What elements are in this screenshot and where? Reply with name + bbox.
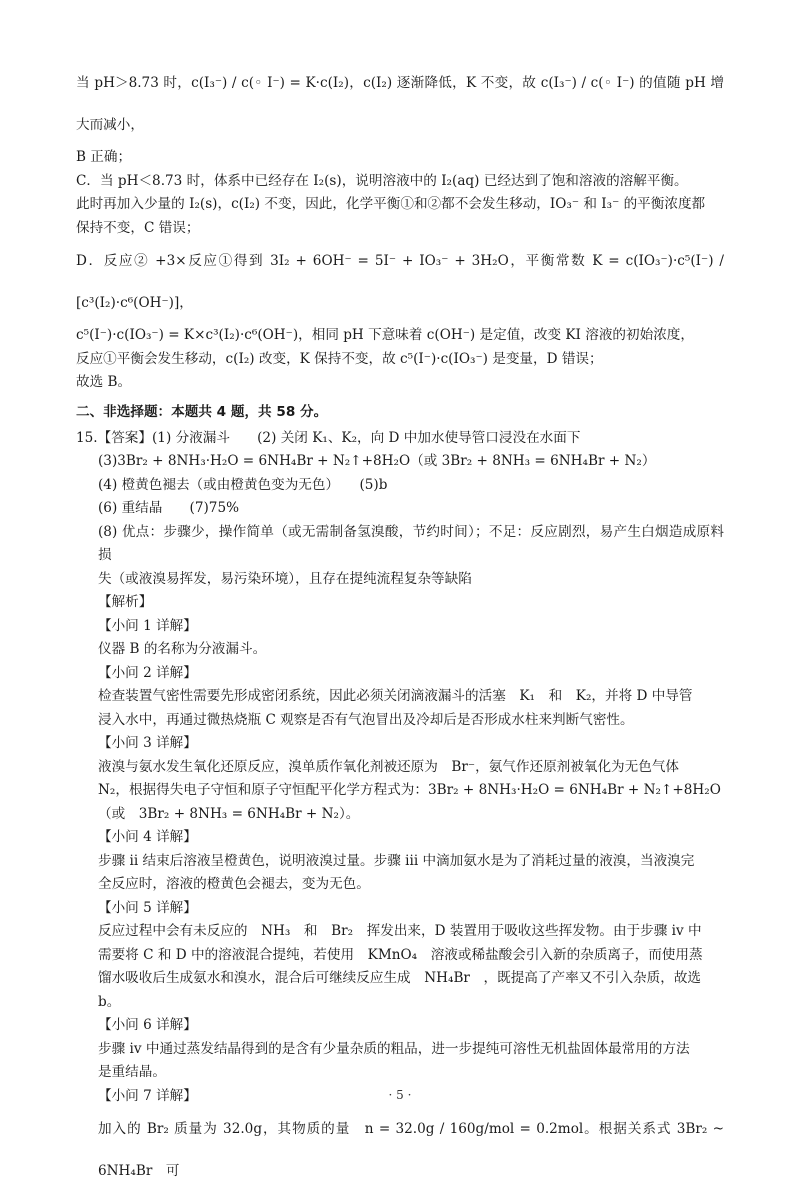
text-line: 故选 B。 [76,374,132,390]
text-line: 保持不变，C 错误； [76,219,200,236]
text-line: 此时再加入少量的 I₂(s)，c(I₂) 不变，因此，化学平衡①和②都不会发生移动，IO₃⁻ 和 I₃⁻ 的平衡浓度都 [76,196,706,212]
part-text: 步骤 iv 中通过蒸发结晶得到的是含有少量杂质的粗品，进一步提纯可溶性无机盐固体最常用的方法 [98,1040,690,1057]
part-text: 是重结晶。 [98,1064,166,1080]
part-text: 加入的 Br₂ 质量为 32.0g，其物质的量 n = 32.0g / 160g/mol = 0.2mol。根据关系式 3Br₂ ~ 6NH₄Br 可 [98,1121,724,1179]
text-line: 当 pH＞8.73 时，c(I₃⁻) / c(◦ I⁻) = K·c(I₂)，c(I₂) 逐渐降低，K 不变，故 c(I₃⁻) / c(◦ I⁻) 的值随 pH 增大而减小， [76,75,724,133]
part-text: N₂，根据得失电子守恒和原子守恒配平化学方程式为：3Br₂ + 8NH₃·H₂O = 6NH₄Br + N₂↑+8H₂O [98,782,721,798]
part-label: 【小问 5 详解】 [98,899,197,916]
part-text: 反应过程中会有未反应的 NH₃ 和 Br₂ 挥发出来，D 装置用于吸收这些挥发物。由于步骤 iv 中 [98,923,702,939]
part-text: 需要将 C 和 D 中的溶液混合提纯，若使用 KMnO₄ 溶液或稀盐酸会引入新的杂质离子，而使用蒸 [98,946,703,963]
part-text: 全反应时，溶液的橙黄色会褪去，变为无色。 [98,876,370,892]
part-text: （或 3Br₂ + 8NH₃ = 6NH₄Br + N₂）。 [98,805,360,822]
part-text: b。 [98,993,121,1010]
section-title: 二、非选择题：本题共 4 题，共 58 分。 [76,403,328,420]
part-text: 检查装置气密性需要先形成密闭系统，因此必须关闭滴液漏斗的活塞 K₁ 和 K₂，并将 D 中导管 [98,688,693,704]
text-line: 反应①平衡会发生移动，c(I₂) 改变，K 保持不变，故 c⁵(I⁻)·c(IO₃⁻) 是变量，D 错误； [76,350,603,367]
text-line: c⁵(I⁻)·c(IO₃⁻) = K×c³(I₂)·c⁶(OH⁻)，相同 pH 下意味着 c(OH⁻) 是定值，改变 KI 溶液的初始浓度， [76,327,694,343]
answer-line: (6) 重结晶 (7)75% [98,500,240,516]
part-text: 液溴与氨水发生氧化还原反应，溴单质作氧化剂被还原为 Br⁻，氨气作还原剂被氧化为无色气体 [98,758,680,775]
part-label: 【小问 1 详解】 [98,617,197,634]
part-text: 仪器 B 的名称为分液漏斗。 [98,641,267,657]
part-label: 【小问 3 详解】 [98,735,197,751]
text-line: C．当 pH＜8.73 时，体系中已经存在 I₂(s)，说明溶液中的 I₂(aq) 已经达到了饱和溶液的溶解平衡。 [76,172,688,189]
document-body [76,62,724,1192]
part-label: 【小问 6 详解】 [98,1017,197,1033]
answer-line: (8) 优点：步骤少，操作简单（或无需制备氢溴酸，节约时间）；不足：反应剧烈，易产生白烟造成原料损 [98,523,724,563]
text-line: B 正确； [76,149,132,165]
answer-line: (3)3Br₂ + 8NH₃·H₂O = 6NH₄Br + N₂↑+8H₂O（或 3Br₂ + 8NH₃ = 6NH₄Br + N₂） [98,453,656,469]
answer-line: (4) 橙黄色褪去（或由橙黄色变为无色） (5)b [98,476,388,493]
answer-line: 失（或液溴易挥发，易污染环境），且存在提纯流程复杂等缺陷 [98,570,472,587]
part-text: 浸入水中，再通过微热烧瓶 C 观察是否有气泡冒出及冷却后是否形成水柱来判断气密性。 [98,711,634,728]
answer-line: 15.【答案】(1) 分液漏斗 (2) 关闭 K₁、K₂，向 D 中加水使导管口浸没在水面下 [76,429,581,446]
page-number: · 5 · [388,1088,412,1102]
part-label: 【小问 2 详解】 [98,664,197,681]
part-label: 【小问 7 详解】 [98,1087,197,1104]
text-line: D．反应② +3×反应①得到 3I₂ + 6OH⁻ = 5I⁻ + IO₃⁻ + 3H₂O，平衡常数 K = c(IO₃⁻)·c⁵(I⁻) / [c³(I₂)·c⁶(OH⁻)]， [76,253,724,311]
analysis-label: 【解析】 [98,594,153,610]
part-label: 【小问 4 详解】 [98,829,197,845]
part-text: 馏水吸收后生成氨水和溴水，混合后可继续反应生成 NH₄Br ，既提高了产率又不引入杂质，故选 [98,970,702,986]
part-text: 步骤 ii 结束后溶液呈橙黄色，说明液溴过量。步骤 iii 中滴加氨水是为了消耗过量的液溴，当液溴完 [98,852,695,869]
